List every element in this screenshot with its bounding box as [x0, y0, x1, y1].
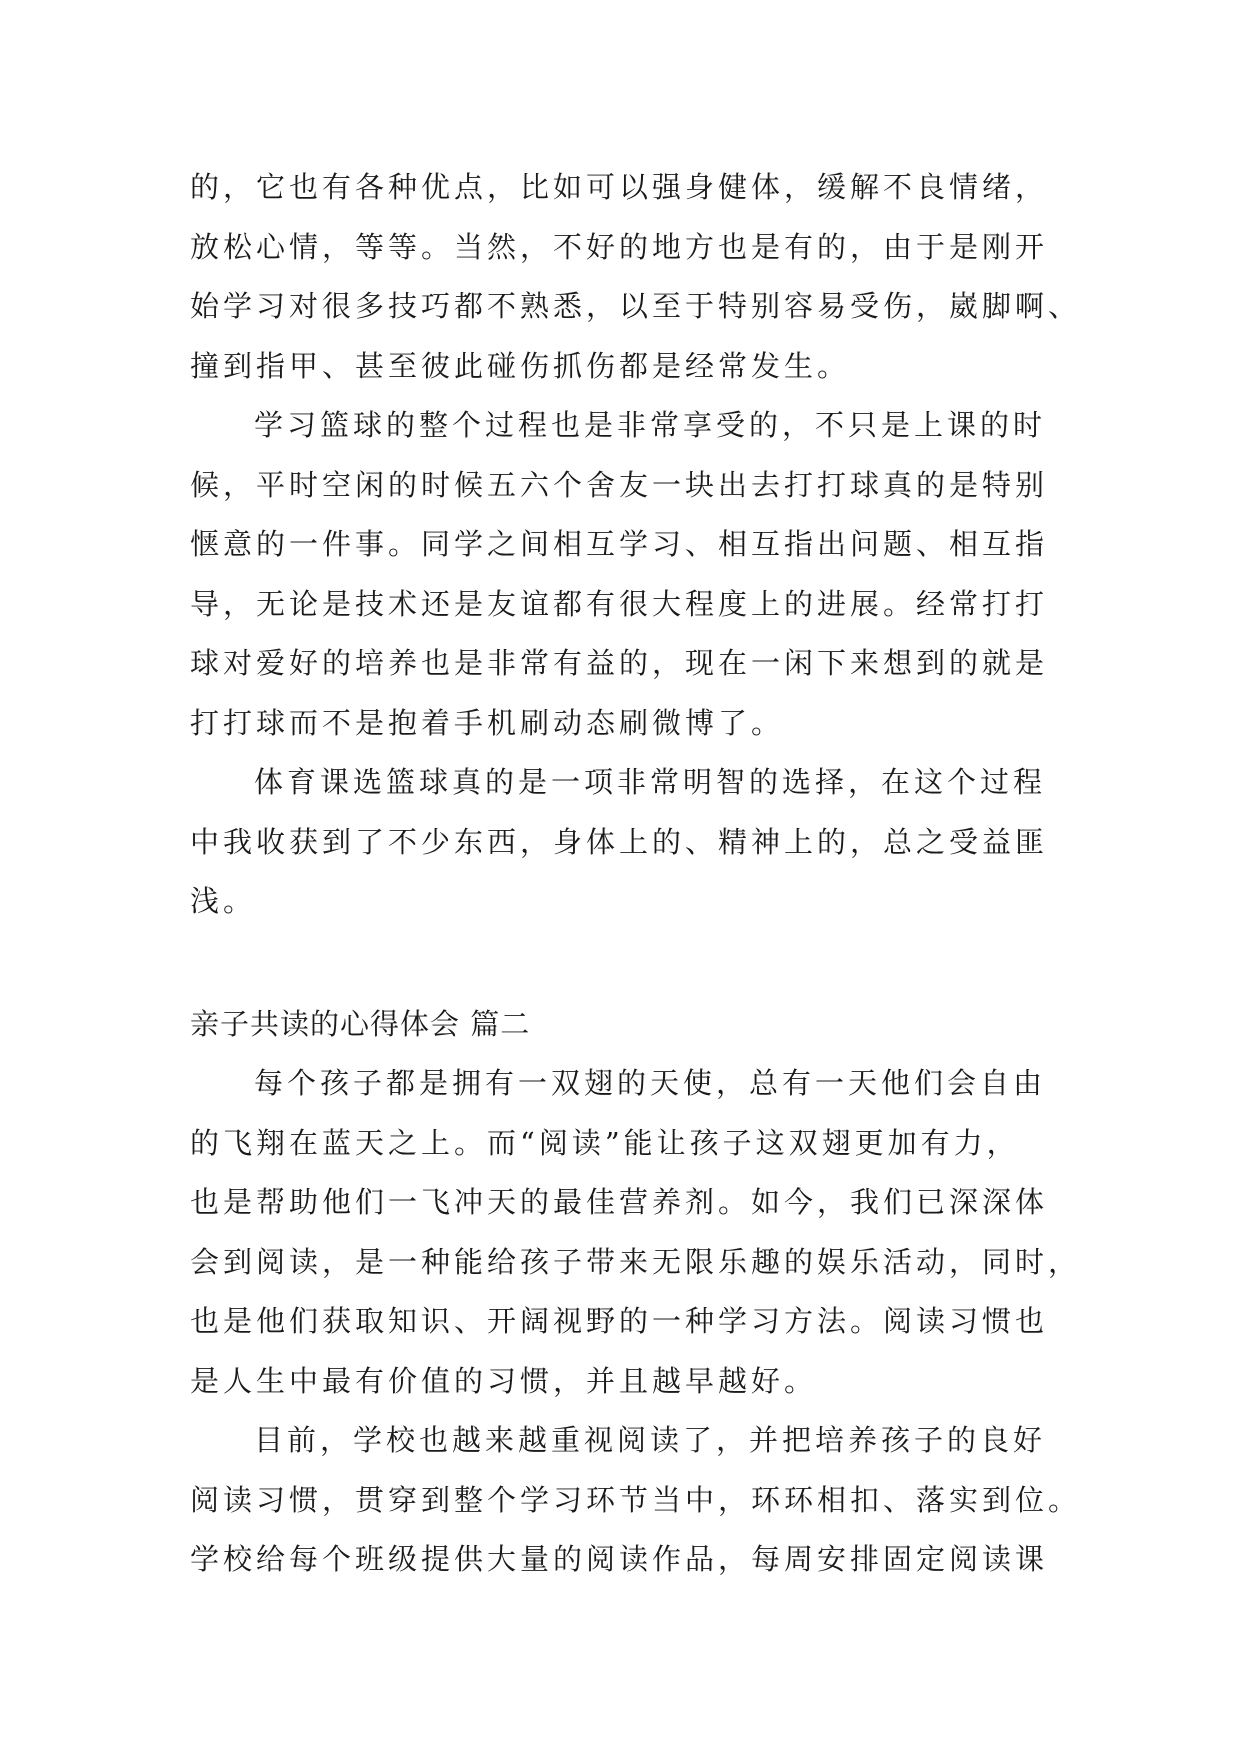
text-line: 的，它也有各种优点，比如可以强身健体，缓解不良情绪，: [190, 170, 1049, 204]
paragraph-continuation: [190, 158, 1082, 396]
paragraph-pe-choice: [190, 753, 1060, 932]
text-line: 中我收获到了不少东西，身体上的、精神上的，总之受益匪: [190, 824, 1049, 859]
text-line: 球对爱好的培养也是非常有益的，现在一闲下来想到的就是: [190, 646, 1049, 680]
section-gap: [190, 932, 1060, 995]
text-line: 学校给每个班级提供大量的阅读作品，每周安排固定阅读课: [190, 1542, 1049, 1576]
text-line: 浅。: [190, 884, 257, 918]
text-line: 始学习对很多技巧都不熟悉，以至于特别容易受伤，崴脚啊、: [190, 289, 1082, 323]
text-line: 学习篮球的整个过程也是非常享受的，不只是上课的时: [254, 408, 1047, 442]
text-line: 打打球而不是抱着手机刷动态刷微博了。: [190, 705, 785, 740]
text-line: 的飞翔在蓝天之上。而“阅读”能让孩子这双翅更加有力，: [190, 1125, 1020, 1160]
text-line: 候，平时空闲的时候五六个舍友一块出去打打球真的是特别: [190, 467, 1049, 502]
text-line: 惬意的一件事。同学之间相互学习、相互指出问题、相互指: [190, 527, 1049, 561]
text-line: 每个孩子都是拥有一双翅的天使，总有一天他们会自由: [254, 1066, 1047, 1100]
paragraph-school-reading: [190, 1411, 1082, 1590]
text-line: 也是他们获取知识、开阔视野的一种学习方法。阅读习惯也: [190, 1304, 1049, 1338]
section-heading: 亲子共读的心得体会 篇二: [190, 1006, 531, 1041]
text-line: 放松心情，等等。当然，不好的地方也是有的，由于是刚开: [190, 229, 1049, 264]
text-line: 导，无论是技术还是友谊都有很大程度上的进展。经常打打: [190, 586, 1049, 621]
document-body: [190, 158, 1082, 1590]
paragraph-reading-angels: [190, 1054, 1082, 1411]
text-line: 体育课选篮球真的是一项非常明智的选择，在这个过程: [254, 765, 1047, 799]
text-line: 是人生中最有价值的习惯，并且越早越好。: [190, 1363, 818, 1398]
text-line: 撞到指甲、甚至彼此碰伤抓伤都是经常发生。: [190, 348, 851, 383]
text-line: 目前，学校也越来越重视阅读了，并把培养孩子的良好: [254, 1423, 1047, 1457]
text-line: 阅读习惯，贯穿到整个学习环节当中，环环相扣、落实到位。: [190, 1482, 1082, 1517]
text-line: 会到阅读，是一种能给孩子带来无限乐趣的娱乐活动，同时，: [190, 1244, 1082, 1279]
text-line: 也是帮助他们一飞冲天的最佳营养剂。如今，我们已深深体: [190, 1185, 1049, 1219]
paragraph-basketball-process: [190, 396, 1060, 753]
